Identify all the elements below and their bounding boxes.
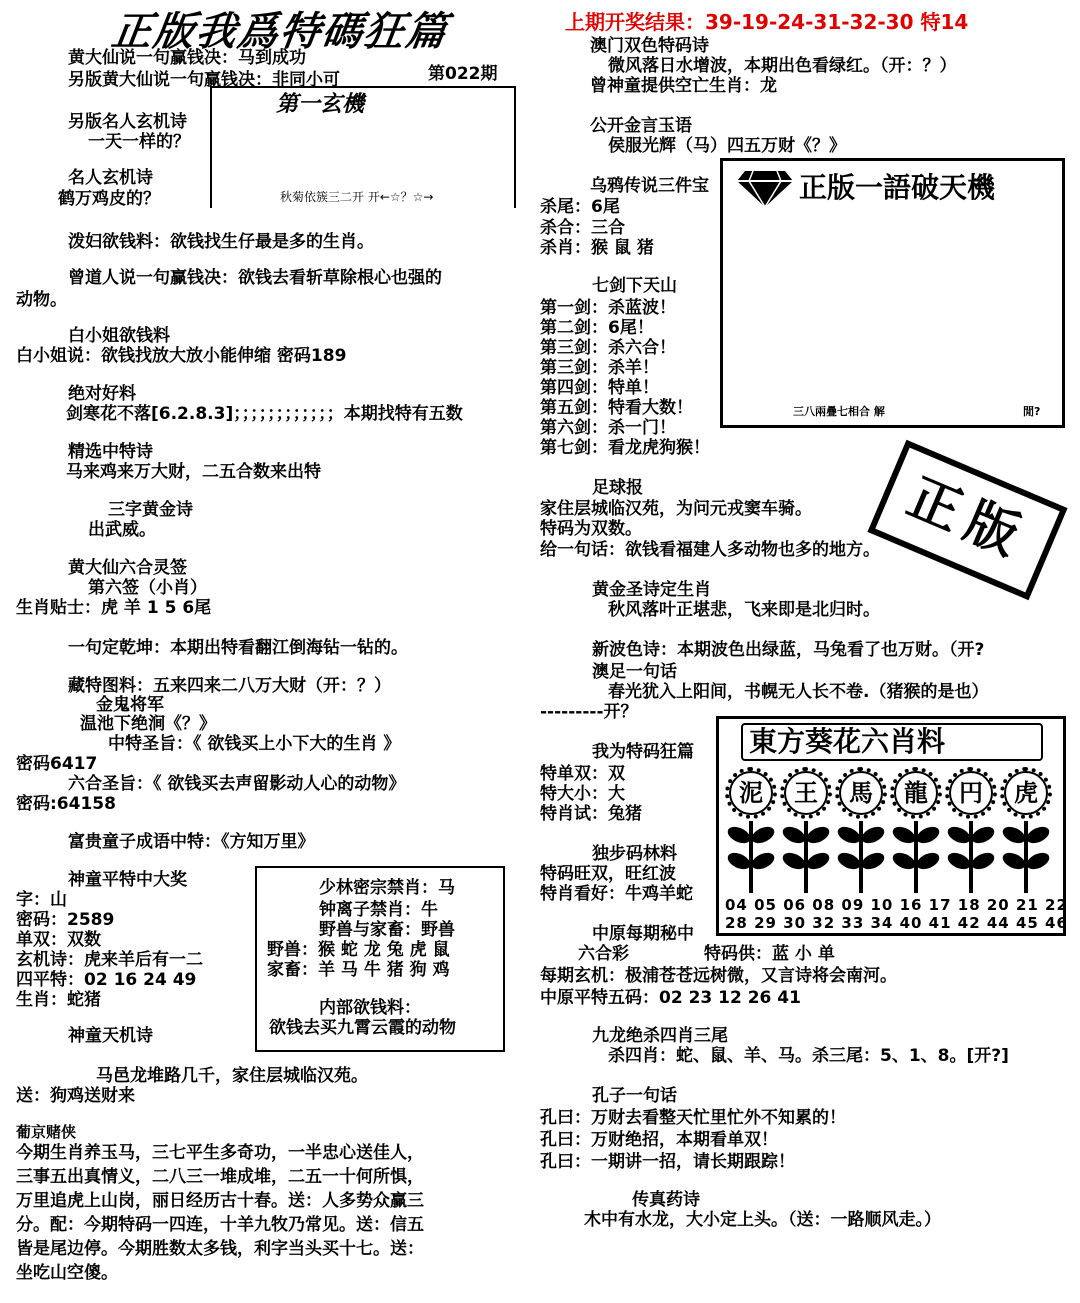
text-line: 精选中特诗 bbox=[68, 442, 153, 462]
text-line: 坐吃山空傻。 bbox=[16, 1263, 118, 1283]
text-line: 生肖：蛇猪 bbox=[16, 990, 101, 1010]
sunflower-stem-icon bbox=[1000, 821, 1052, 893]
text-line: 杀肖：猴 鼠 猪 bbox=[540, 238, 654, 258]
text-line: 九龙绝杀四肖三尾 bbox=[592, 1026, 728, 1046]
text-line: 独步码林料 bbox=[592, 844, 677, 864]
text-line: 孔子一句话 bbox=[592, 1086, 677, 1106]
text-line: 白小姐说：欲钱找放大放小能伸缩 密码189 bbox=[16, 346, 347, 366]
text-line: 白小姐欲钱料 bbox=[68, 326, 170, 346]
text-line: 野兽与家畜：野兽 bbox=[319, 920, 455, 940]
text-line: 特码旺双，旺红波 bbox=[540, 864, 676, 884]
text-line: 第六签（小肖） bbox=[88, 578, 207, 598]
text-line: 传真药诗 bbox=[632, 1190, 700, 1210]
text-line: 野兽：猴 蛇 龙 兔 虎 鼠 bbox=[267, 940, 450, 960]
text-line: 特码供：蓝 小 单 bbox=[704, 944, 835, 964]
text-line: 马来鸡来万大财，二五合数来出特 bbox=[66, 462, 321, 482]
text-line: 中特圣旨：《 欲钱买上小下大的生肖 》 bbox=[108, 734, 401, 754]
text-line: 字：山 bbox=[16, 890, 67, 910]
text-line: 玄机诗：虎来羊后有一二 bbox=[16, 950, 203, 970]
text-line: 特码为双数。 bbox=[540, 519, 642, 539]
text-line: 特大小：大 bbox=[540, 784, 625, 804]
sunflower-stem-icon bbox=[835, 821, 887, 893]
sunflower-title: 東方葵花六肖料 bbox=[749, 725, 946, 758]
text-line: 生肖贴士：虎 羊 1 5 6尾 bbox=[16, 598, 212, 618]
yiyu-footer-right: 閒? bbox=[1023, 405, 1041, 418]
text-line: 特单双：双 bbox=[540, 764, 625, 784]
text-line: 动物。 bbox=[16, 290, 67, 310]
xuanji-title: 第一玄機 bbox=[276, 92, 365, 117]
text-line: 藏特图料：五来四来二八万大财（开：？） bbox=[68, 676, 391, 696]
text-line: 曾道人说一句赢钱决：欲钱去看斩草除根心也强的 bbox=[68, 268, 442, 288]
text-line: 公开金言玉语 bbox=[590, 116, 692, 136]
text-line: 神童天机诗 bbox=[68, 1026, 153, 1046]
text-line: 单双：双数 bbox=[16, 930, 101, 950]
text-line: 特肖试：兔猪 bbox=[540, 804, 642, 824]
text-line: 温池下绝涧《？》 bbox=[80, 714, 216, 734]
text-line: 一句定乾坤：本期出特看翻江倒海钻一钻的。 bbox=[68, 638, 408, 658]
text-line: 钟离子禁肖：牛 bbox=[319, 900, 438, 920]
text-line: 另版名人玄机诗 bbox=[68, 112, 187, 132]
text-line: 侯服光辉（马）四五万财《？》 bbox=[608, 136, 846, 156]
page-title: 正版我爲特碼狂篇 bbox=[108, 9, 452, 55]
text-line: 今期生肖养玉马，三七平生多奇功，一半忠心送佳人， bbox=[16, 1143, 424, 1163]
text-line: 曾神童提供空亡生肖：龙 bbox=[590, 76, 777, 96]
text-line: 第一剑：杀蓝波！ bbox=[540, 298, 676, 318]
text-line: 内部欲钱料： bbox=[319, 998, 421, 1018]
text-line: 家住层城临汉苑，为问元戎窦车骑。 bbox=[540, 499, 812, 519]
text-line: 万里追虎上山岗，丽日经历古十春。送：人多势众赢三 bbox=[16, 1191, 424, 1211]
sunflower-stem-icon bbox=[780, 821, 832, 893]
text-line: 皆是尾边停。今期胜数太多钱，利字当头买十七。送： bbox=[16, 1239, 424, 1259]
last-result: 上期开奖结果：39-19-24-31-32-30 特14 bbox=[565, 10, 969, 34]
text-line: 中原平特五码：02 23 12 26 41 bbox=[540, 988, 801, 1008]
text-line: 另版黄大仙说一句赢钱决：非同小可 bbox=[68, 70, 340, 90]
text-line: 送：狗鸡送财来 bbox=[16, 1086, 135, 1106]
number-row-1: 04 05 06 08 09 10 16 17 18 20 21 22 bbox=[725, 896, 1068, 914]
sunflower-stem-icon bbox=[725, 821, 777, 893]
text-line: 剑寒花不落[6.2.8.3]；；；；；；；；；；；；本期找特有五数 bbox=[66, 404, 463, 424]
text-line: 新波色诗：本期波色出绿蓝，马兔看了也万财。（开? bbox=[592, 640, 985, 660]
zodiac-char: 虎 bbox=[1004, 771, 1048, 815]
text-line: 给一句话：欲钱看福建人多动物也多的地方。 bbox=[540, 540, 880, 560]
text-line: 第二剑：6尾！ bbox=[540, 318, 654, 338]
text-line: 富贵童子成语中特：《方知万里》 bbox=[68, 832, 315, 852]
zodiac-char: 円 bbox=[949, 771, 993, 815]
text-line: ---------开？ bbox=[540, 702, 638, 722]
text-line: 三字黄金诗 bbox=[108, 500, 193, 520]
text-line: 黄大仙六合灵签 bbox=[68, 558, 187, 578]
text-line: 出武威。 bbox=[88, 520, 156, 540]
text-line: 神童平特中大奖 bbox=[68, 870, 187, 890]
issue-number: 第022期 bbox=[428, 64, 498, 84]
text-line: 微风落日水增波，本期出色看绿红。（开：？） bbox=[608, 56, 957, 76]
text-line: 杀尾：6尾 bbox=[540, 197, 620, 217]
text-line: 孔曰：一期讲一招，请长期跟踪！ bbox=[540, 1152, 795, 1172]
text-line: 四平特：02 16 24 49 bbox=[16, 970, 197, 990]
text-line: 少林密宗禁肖：马 bbox=[319, 878, 455, 898]
text-line: 密码：2589 bbox=[16, 910, 115, 930]
text-line: 黄大仙说一句赢钱决：马到成功 bbox=[68, 48, 306, 68]
text-line: 孔曰：万财去看整天忙里忙外不知累的！ bbox=[540, 1108, 846, 1128]
text-line: 澳门双色特码诗 bbox=[590, 36, 709, 56]
yiyu-footer-left: 三八兩疊七相合 解 bbox=[793, 405, 885, 418]
text-line: 密码:64158 bbox=[16, 794, 116, 814]
sunflower-box bbox=[716, 716, 1066, 936]
text-line: 家畜：羊 马 牛 猪 狗 鸡 bbox=[267, 960, 450, 980]
text-line: 春光犹入上阳间，书幌无人长不卷.（猪猴的是也） bbox=[608, 682, 989, 702]
yiyu-box bbox=[720, 158, 1065, 428]
text-line: 七剑下天山 bbox=[592, 276, 677, 296]
text-line: 第三剑：杀羊！ bbox=[540, 358, 659, 378]
zodiac-char: 王 bbox=[784, 771, 828, 815]
text-line: 第六剑：杀一门！ bbox=[540, 418, 676, 438]
text-line: 木中有水龙，大小定上头。（送：一路顺风走。） bbox=[584, 1210, 941, 1230]
text-line: 三事五出真情义，二八三一堆成堆，二五一十何所惧， bbox=[16, 1167, 424, 1187]
sunflower-stem-icon bbox=[890, 821, 942, 893]
text-line: 名人玄机诗 bbox=[68, 168, 153, 188]
yiyu-title: 正版一語破天機 bbox=[799, 171, 996, 204]
authentic-stamp: 正版 bbox=[867, 440, 1067, 600]
text-line: 马邑龙堆路几千，家住层城临汉苑。 bbox=[96, 1066, 368, 1086]
xuanji-caption: 秋菊依簇三二开 开←☆？☆→ bbox=[280, 190, 434, 204]
text-line: 金鬼将军 bbox=[96, 695, 164, 715]
text-line: 特肖看好：牛鸡羊蛇 bbox=[540, 884, 693, 904]
text-line: 我为特码狂篇 bbox=[592, 742, 694, 762]
text-line: 鹤万鸡皮的？ bbox=[58, 189, 160, 209]
text-line: 六合圣旨：《 欲钱买去声留影动人心的动物》 bbox=[68, 774, 406, 794]
text-line: 孔曰：万财绝招，本期看单双！ bbox=[540, 1130, 778, 1150]
text-line: 秋风落叶正堪悲，飞来即是北归时。 bbox=[608, 600, 880, 620]
text-line: 第五剑：特看大数！ bbox=[540, 398, 693, 418]
text-line: 澳足一句话 bbox=[592, 662, 677, 682]
zodiac-char: 泥 bbox=[729, 771, 773, 815]
text-line: 绝对好料 bbox=[68, 384, 136, 404]
text-line: 葡京赌侠 bbox=[16, 1123, 77, 1141]
zodiac-char: 龍 bbox=[894, 771, 938, 815]
sunflower-stem-icon bbox=[945, 821, 997, 893]
zodiac-char: 馬 bbox=[839, 771, 883, 815]
text-line: 每期玄机：极浦苍苍远树微，又言诗将会南河。 bbox=[540, 966, 897, 986]
shaolin-box bbox=[255, 866, 505, 1052]
text-line: 泼妇欲钱料：欲钱找生仔最是多的生肖。 bbox=[68, 232, 374, 252]
xuanji-box bbox=[210, 86, 516, 208]
text-line: 欲钱去买九霄云霞的动物 bbox=[269, 1018, 456, 1038]
text-line: 杀合：三合 bbox=[540, 218, 625, 238]
text-line: 乌鸦传说三件宝 bbox=[590, 176, 709, 196]
text-line: 密码6417 bbox=[16, 754, 98, 774]
diamond-icon bbox=[735, 167, 795, 209]
text-line: 一天一样的？ bbox=[88, 132, 190, 152]
text-line: 第四剑：特单！ bbox=[540, 378, 659, 398]
text-line: 杀四肖：蛇、鼠、羊、马。杀三尾：5、1、8。[开?] bbox=[608, 1046, 1009, 1066]
text-line: 六合彩 bbox=[578, 944, 629, 964]
text-line: 第三剑：杀六合！ bbox=[540, 338, 676, 358]
number-row-2: 28 29 30 32 33 34 40 41 42 44 45 46 bbox=[725, 914, 1068, 932]
text-line: 第七剑：看龙虎狗猴！ bbox=[540, 438, 710, 458]
text-line: 黄金圣诗定生肖 bbox=[592, 580, 711, 600]
text-line: 足球报 bbox=[592, 478, 643, 498]
text-line: 中原每期秘中 bbox=[592, 924, 694, 944]
text-line: 分。配：今期特码一四连，十羊九牧乃常见。送：信五 bbox=[16, 1215, 424, 1235]
